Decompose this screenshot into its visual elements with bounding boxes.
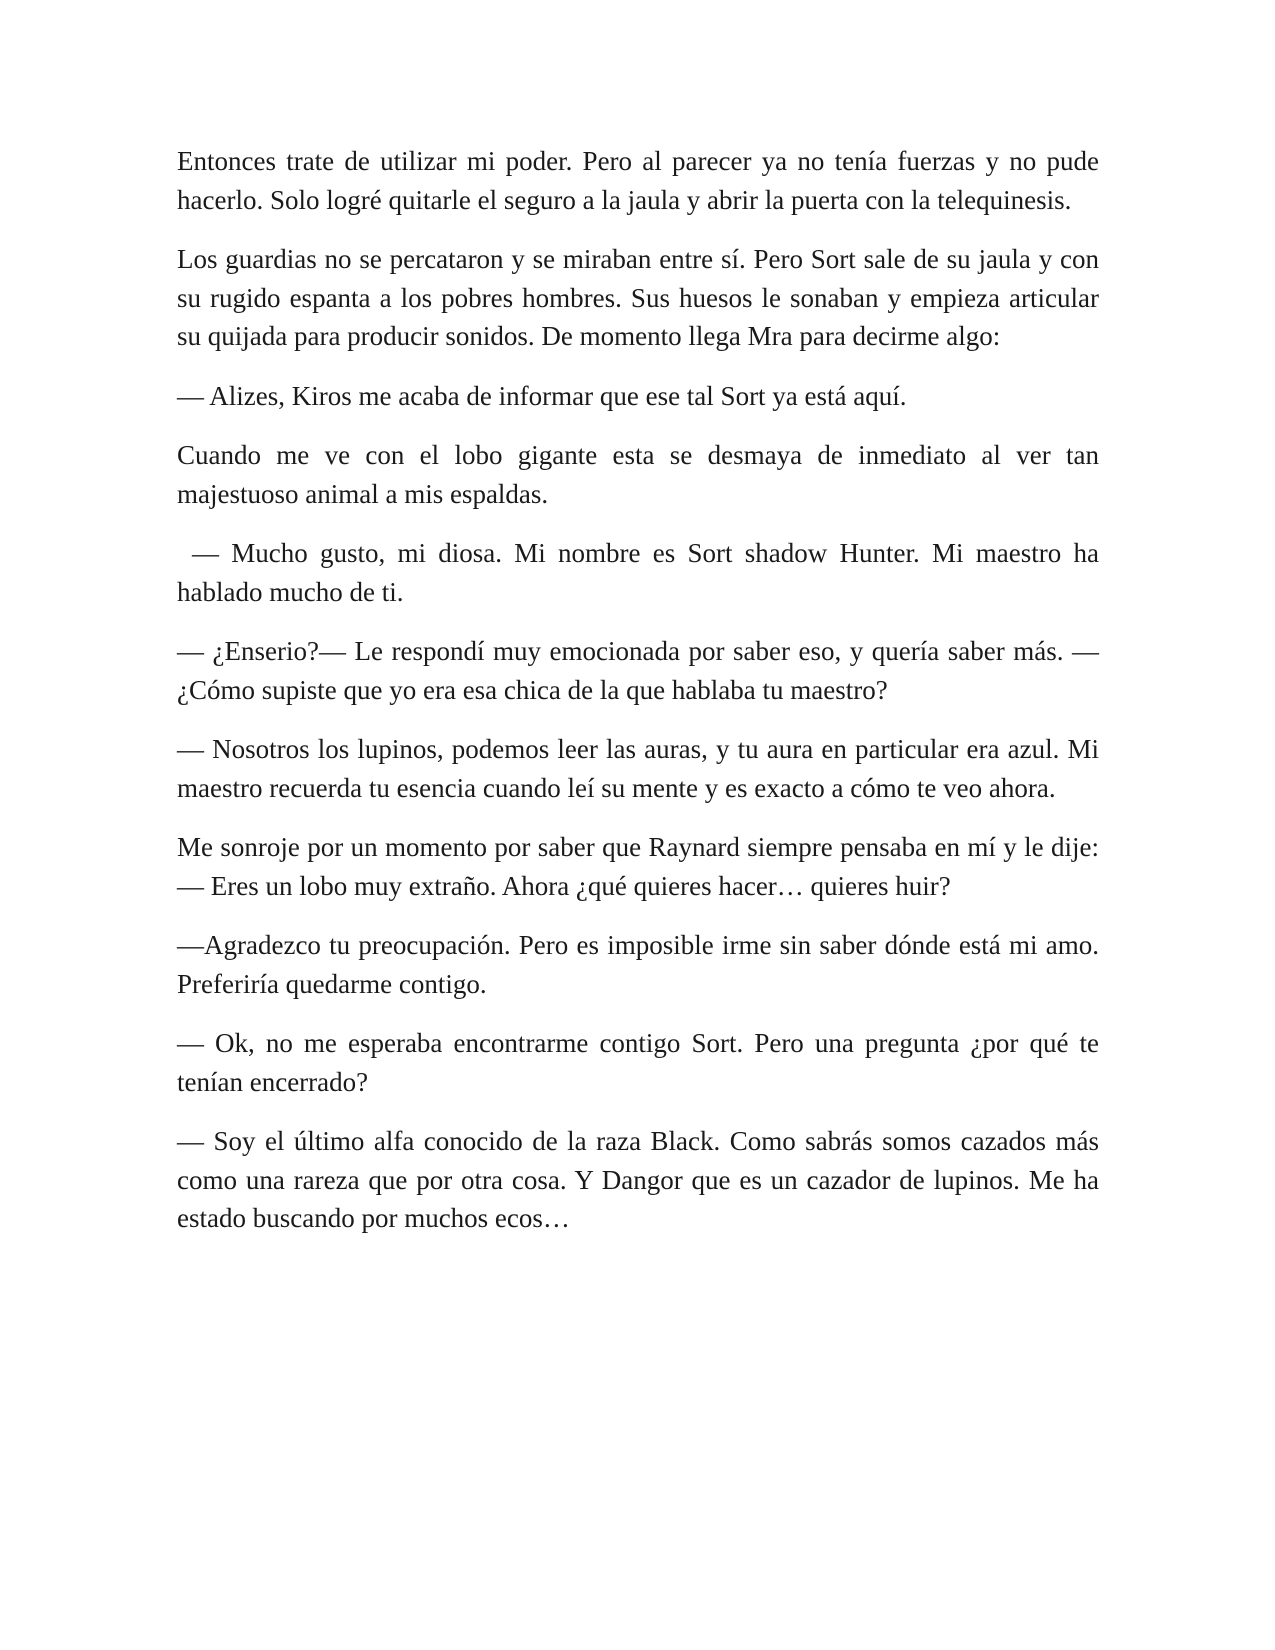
dialogue-paragraph: — Mucho gusto, mi diosa. Mi nombre es Sort shadow Hunter. Mi maestro ha hablado mucho de ti. — [177, 538, 1099, 607]
dialogue-paragraph: — Nosotros los lupinos, podemos leer las auras, y tu aura en particular era azul. Mi maestro recuerda tu esencia cuando leí su mente y es exacto a cómo te veo ahora. — [177, 734, 1099, 803]
dialogue-paragraph: —Agradezco tu preocupación. Pero es imposible irme sin saber dónde está mi amo. Preferiría quedarme contigo. — [177, 930, 1099, 999]
body-text — [177, 142, 1099, 1259]
dialogue-paragraph: — Ok, no me esperaba encontrarme contigo Sort. Pero una pregunta ¿por qué te tenían encerrado? — [177, 1028, 1099, 1097]
paragraph: Los guardias no se percataron y se miraban entre sí. Pero Sort sale de su jaula y con su rugido espanta a los pobres hombres. Sus huesos le sonaban y empieza articular su quijada para producir sonidos. De momento llega Mra para decirme algo: — [177, 244, 1099, 351]
dialogue-paragraph: — Soy el último alfa conocido de la raza Black. Como sabrás somos cazados más como una rareza que por otra cosa. Y Dangor que es un cazador de lupinos. Me ha estado buscando por muchos ecos… — [177, 1126, 1099, 1233]
dialogue-paragraph: — ¿Enserio?— Le respondí muy emocionada por saber eso, y quería saber más. — ¿Cómo supiste que yo era esa chica de la que hablaba tu maestro? — [177, 636, 1099, 705]
paragraph: Entonces trate de utilizar mi poder. Pero al parecer ya no tenía fuerzas y no pude hacerlo. Solo logré quitarle el seguro a la jaula y abrir la puerta con la telequinesis. — [177, 146, 1099, 215]
dialogue-paragraph: — Alizes, Kiros me acaba de informar que ese tal Sort ya está aquí. — [177, 380, 907, 411]
paragraph: Cuando me ve con el lobo gigante esta se desmaya de inmediato al ver tan majestuoso animal a mis espaldas. — [177, 440, 1099, 509]
paragraph: Me sonroje por un momento por saber que Raynard siempre pensaba en mí y le dije: — Eres un lobo muy extraño. Ahora ¿qué quieres hacer… quieres huir? — [177, 832, 1099, 901]
